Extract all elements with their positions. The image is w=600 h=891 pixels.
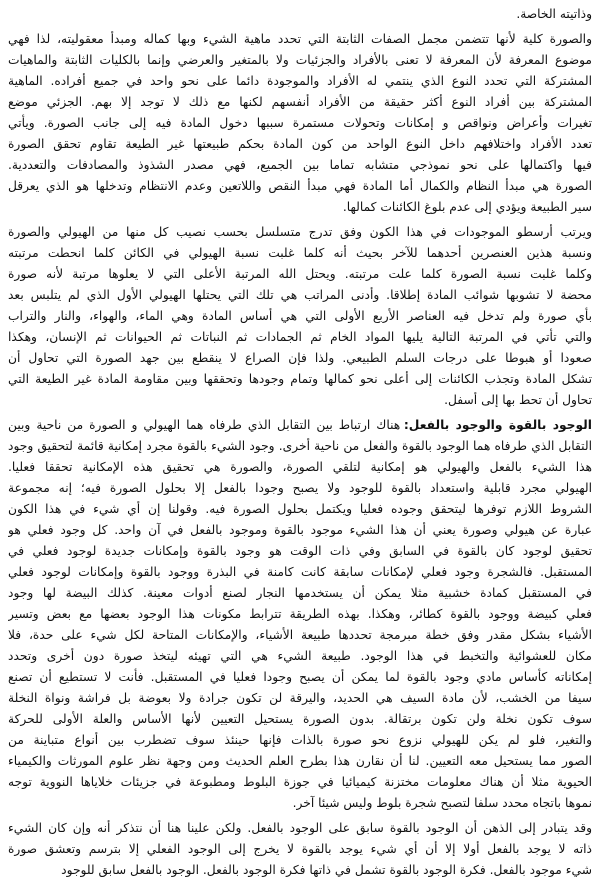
line-text: موضوع المعرفة لأن المعرفة لا تعنى بالأفراد والجزئيات ولا بالمتغير والعرضي وإنما بالكليات الثابتة والماهيات: [8, 53, 592, 67]
text-line: [8, 793, 592, 814]
text-line: [8, 730, 592, 751]
line-text: ذاته لا يوجد بالفعل أولا إلا أن أي شيء يوجد بالقوة لا يخرج إلى الوجود الفعلي إلا بترسم وتعشق صورة: [8, 842, 592, 856]
line-text: تشكل المادة وتجذب الكائنات إلى أعلى نحو كمالها وتمام وجودها وتحققها وبين مقاومة المادة غير الطيعة التي: [8, 372, 592, 386]
line-text: والصورة كلية لأنها تتضمن مجمل الصفات الثابتة التي تحدد ماهية الشيء وبها كماله ومبدأ معقوليته، لذا فهي: [8, 32, 592, 46]
line-text: ويرتب أرسطو الموجودات في هذا الكون وفق تدرج متسلسل بحسب نصيب كل منها من الهيولي والصورة: [8, 225, 592, 239]
line-text: مكان للعشوائية والتخبط في هذا الوجود. طبيعة الشيء هي التي تهيئه ليتخذ صورة دون أخرى وتحدد: [8, 649, 592, 663]
line-text: سوف تكون نخلة ولن تكون برتقالة. بدون الصورة يستحيل التعيين لأنها الأساس والعلة الأولى للحركة: [8, 712, 592, 726]
line-text: تحاول أن تحط بها إلى أسفل.: [444, 393, 592, 407]
line-text: إمكاناته كأساس مادي وجود بالقوة لما يمكن أن يصبح وجودا فعليا في المستقبل. فأنت لا تستطيع أن تصنع: [8, 670, 592, 684]
line-text: المشتركة بين أفراد النوع أكثر حقيقة من الأفراد أنفسهم لكنها مع ذلك لا توجد إلا بهم. الجزئي موضع: [8, 95, 592, 109]
text-line: [8, 134, 592, 155]
text-line: [8, 688, 592, 709]
text-line: [8, 197, 592, 218]
paragraph: [8, 29, 592, 218]
text-line: [8, 604, 592, 625]
text-line: [8, 369, 592, 390]
text-line: [8, 860, 592, 881]
line-text: الأشياء بشكل مقدر وفق خطة مبرمجة تحددها طبيعة الأشياء، والإمكانات المتاحة لكل شيء على حدة، فلا: [8, 628, 592, 642]
line-text: في المستقبل كمادة خشبية مثلا يمكن أن يستخدمها النجار لصنع أدوات معينة. كذلك البيضة لها وجود: [8, 586, 592, 600]
line-text: فعلي كبيضة ووجود بالقوة كطائر، وهكذا. بهذه الطريقة تترابط مكونات هذا الوجود بعضها مع بعض وتسير: [8, 607, 592, 621]
text-line: [8, 92, 592, 113]
line-text: تغيرات وأعراض ونواقص و إمكانات وتحولات مستمرة سببها دخول المادة فيه إلى جانب الصورة. ويأتي: [8, 116, 592, 130]
text-line: [8, 520, 592, 541]
text-line: [8, 348, 592, 369]
text-line: [8, 646, 592, 667]
text-line: [8, 457, 592, 478]
line-text: الحيوية مثلا أن هناك معلومات مختزنة كيميائيا في جوزة البلوط ومطبوعة في جزيئات خلاياها النووية توجه: [8, 775, 592, 789]
text-line: [8, 436, 592, 457]
line-text: التقابل الذي طرفاه هما الوجود بالقوة والفعل من ناحية أخرى. وجود الشيء بالقوة مجرد إمكانية قائمة لتحقيق وجود: [8, 439, 592, 453]
line-text: سير الطبيعة ويؤدي إلى عدم بلوغ الكائنات كمالها.: [342, 200, 592, 214]
text-line: [8, 243, 592, 264]
text-line: [8, 29, 592, 50]
line-text: بأي صورة ولم تدخل فيه العناصر الأربع الأولى التي هي أساس المادة وهي الماء، والهواء، والنار والتراب: [8, 309, 592, 323]
text-line: [8, 264, 592, 285]
paragraph: [8, 222, 592, 411]
line-text: المستقبل. فالشجرة وجود فعلي لإمكانات سابقة كانت كامنة في البذرة ووجود بالقوة وإمكانات لوجود فعلي: [8, 565, 592, 579]
line-text: عبارة عن هيولي وصورة يعني أن هذا الشيء موجود بالقوة وموجود بالفعل في آن واحد. كل وجود فعلي هو: [8, 523, 592, 537]
text-line: [8, 541, 592, 562]
text-line: [8, 71, 592, 92]
text-line: [8, 155, 592, 176]
line-text: والتي تأتي في المرتبة التالية يليها المواد الخام ثم الجمادات ثم النباتات ثم الحيوانات ثم الإنسان، وهكذا: [8, 330, 592, 344]
text-line: [8, 285, 592, 306]
text-line: [8, 222, 592, 243]
line-text: ونسبة هذين العنصرين أحدهما للآخر بحيث أنه كلما غلبت نسبة الهيولي في الكائن كلما انحطت مرتبته: [8, 246, 592, 260]
text-line: [8, 4, 592, 25]
paragraph: [8, 415, 592, 814]
line-text: محضة لا تشوبها شوائب المادة إطلاقا. وأدنى المراتب هي تلك التي يحتلها الهيولي الأول الذي لم يتلبس بعد: [8, 288, 592, 302]
text-line: [8, 667, 592, 688]
line-text: الهيولي مجرد قابلية واستعداد بالقوة للوجود ولا يصبح وجودا بالفعل إلا بحلول الصورة فيه؛ إنه مجموعة: [8, 481, 592, 495]
line-text: تحقيق لوجود كان بالقوة في السابق وفي ذات الوقت هو وجود بالقوة وإمكانات جديدة لوجود فعلي في: [8, 544, 592, 558]
text-line: [8, 583, 592, 604]
line-text: فيها واكتمالها على نحو نموذجي متشابه تماما بين الجميع، فهي مصدر الشذوذ والمصادفات والتعددية.: [8, 158, 592, 172]
text-line: [8, 562, 592, 583]
text-line: [8, 625, 592, 646]
text-line: [8, 839, 592, 860]
text-line: [8, 50, 592, 71]
line-text: وكلما غلبت نسبة الصورة كلما علت مرتبته. ويحتل الله المرتبة الأعلى التي لا يعلوها مرتبة لأنه صورة: [8, 267, 592, 281]
line-text: شيء موجود بالفعل. فكرة الوجود بالقوة تشمل في ذاتها فكرة الوجود بالفعل. الوجود بالفعل سابق للوجود: [61, 863, 592, 877]
line-text: صعودا أو هبوطا على درجات السلم الطبيعي. ولذا فإن الصراع لا ينقطع بين جهد الصورة التي تحاول أن: [8, 351, 592, 365]
line-text: نموها باتجاه محدد سلفا لتصبح شجرة بلوط وليس شيئا آخر.: [292, 796, 592, 810]
text-line: [8, 478, 592, 499]
text-line: [8, 751, 592, 772]
text-line: [8, 499, 592, 520]
line-text: والتغير، فلو لم يكن للهيولي نزوع نحو صورة بالذات فإنها حينئذ سوف تضطرب بين أنواع متباينة من: [8, 733, 592, 747]
text-line: [8, 390, 592, 411]
line-text: المشتركة التي تحدد النوع الذي ينتمي له الأفراد والموجودة دائما على نحو واحد في جميع أفراده. الماهية: [8, 74, 592, 88]
line-text: الشروط اللازم توفرها ليتحقق وجوده فعليا ويكتمل بحلول الصورة فيه. وقولنا إن أي شيء في هذا الكون: [8, 502, 592, 516]
text-line: [8, 306, 592, 327]
line-text: تعدد الأفراد واختلافهم داخل النوع الواحد من كون المادة بحكم طبيعتها غير الطيعة تقاوم تحقق الصورة: [8, 137, 592, 151]
text-line: [8, 113, 592, 134]
line-text: هناك ارتباط بين التقابل الذي طرفاه هما الهيولي و الصورة من ناحية وبين: [8, 418, 401, 432]
section-heading: الوجود بالقوة والوجود بالفعل:: [403, 418, 592, 432]
line-text: وقد يتبادر إلى الذهن أن الوجود بالقوة سابق على الوجود بالفعل. ولكن علينا هنا أن نتذكر أنه وإن كان الشيء: [8, 821, 592, 835]
text-line: [8, 176, 592, 197]
line-text: الصور مما يستحيل معه التعيين. لنا أن نقارن هذا بطرح العلم الحديث ومن وجهة نظر علوم المورثات والكيمياء: [8, 754, 592, 768]
text-line: [8, 818, 592, 839]
line-text: هذا الشيء بالفعل والهيولي هو إمكانية لتلقي الصورة، والصورة هي تحقيق هذه الإمكانية تحققا فعليا.: [8, 460, 592, 474]
text-line: [8, 709, 592, 730]
text-line: [8, 772, 592, 793]
line-text: سيفا من الخشب، لأن مادة السيف هي الحديد، واليرقة لن تكون جرادة ولا بعوضة بل فراشة ونواة النخلة: [8, 691, 592, 705]
paragraph: [8, 4, 592, 25]
line-text: الصورة هي مبدأ النظام والكمال أما المادة فهي مبدأ النقص واللاتعين وعدم الانتظام وتدخلها هو الذي يعرقل: [8, 179, 592, 193]
paragraph: [8, 818, 592, 881]
text-line: [8, 415, 592, 436]
text-line: [8, 327, 592, 348]
line-text: وذاتيته الخاصة.: [516, 7, 592, 21]
